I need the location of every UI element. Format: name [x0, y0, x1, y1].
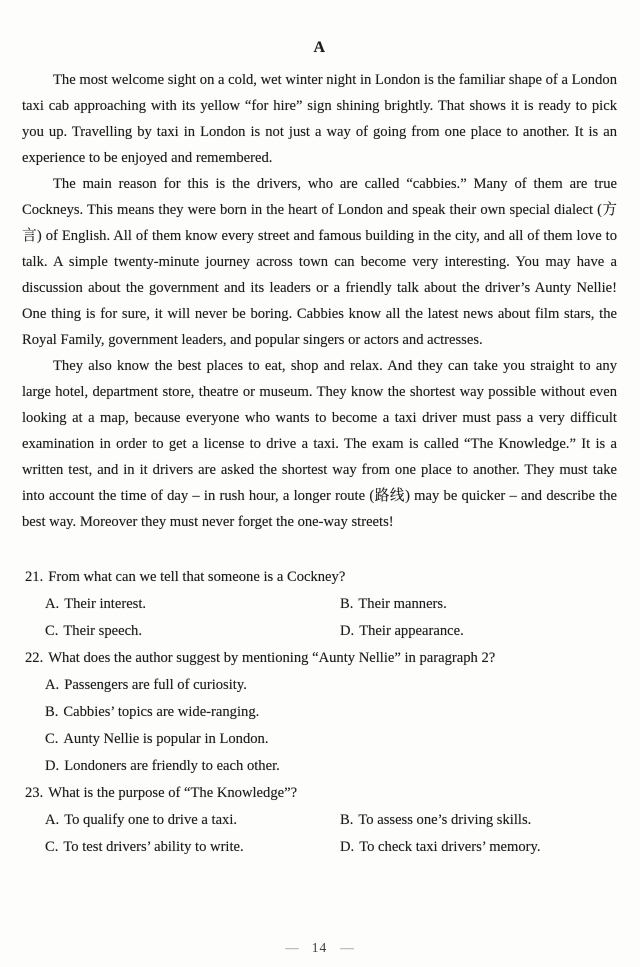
option-text: Aunty Nellie is popular in London. [63, 731, 269, 747]
question-text: From what can we tell that someone is a Cockney? [48, 569, 346, 585]
option-text: Their appearance. [359, 623, 464, 639]
question-21 [25, 564, 617, 645]
footer-dash-right: — [340, 940, 354, 955]
question-22 [25, 645, 617, 780]
option-label: A. [45, 812, 60, 828]
option-text: To qualify one to drive a taxi. [64, 812, 238, 828]
question-22-options [25, 672, 617, 780]
questions-section [22, 564, 617, 861]
option-label: B. [340, 596, 354, 612]
option-22-b [45, 699, 617, 726]
question-number: 23. [25, 785, 44, 801]
option-label: B. [45, 704, 59, 720]
question-23 [25, 780, 617, 861]
option-label: A. [45, 677, 60, 693]
option-text: To test drivers’ ability to write. [63, 839, 244, 855]
option-22-a [45, 672, 617, 699]
passage-paragraph-3: They also know the best places to eat, shop and relax. And they can take you straight to any large hotel, department store, theatre or museum. They know the shortest way possible without even looking at a map, because everyone who wants to become a taxi driver must pass a very difficult examination in order to get a license to drive a taxi. The exam is called “The Knowledge.” It is a written test, and in it drivers are asked the shortest way from one place to another. They must take into account the time of day – in rush hour, a longer route (路线) may be quicker – and describe the best way. Moreover they must never forget the one-way streets! [22, 358, 617, 530]
option-22-c [45, 726, 617, 753]
option-21-d [340, 618, 617, 645]
page-number: 14 [311, 940, 328, 955]
option-text: Cabbies’ topics are wide-ranging. [63, 704, 260, 720]
option-text: To check taxi drivers’ memory. [359, 839, 541, 855]
option-21-a [45, 591, 340, 618]
option-text: To assess one’s driving skills. [358, 812, 532, 828]
passage-paragraph-1: The most welcome sight on a cold, wet winter night in London is the familiar shape of a London taxi cab approaching with its yellow “for hire” sign shining brightly. That shows it is ready to pick you up. Travelling by taxi in London is not just a way of going from one place to another. It is an experience to be enjoyed and remembered. [22, 72, 617, 166]
option-text: Their manners. [358, 596, 447, 612]
option-21-b [340, 591, 617, 618]
page-footer [22, 939, 617, 967]
option-label: C. [45, 839, 59, 855]
question-23-options [25, 807, 617, 861]
option-label: C. [45, 623, 59, 639]
footer-dash-left: — [285, 940, 299, 955]
option-21-c [45, 618, 340, 645]
question-22-stem [25, 645, 617, 672]
question-text: What does the author suggest by mentioning “Aunty Nellie” in paragraph 2? [48, 650, 496, 666]
option-23-c [45, 834, 340, 861]
passage-paragraph-2: The main reason for this is the drivers, who are called “cabbies.” Many of them are true Cockneys. This means they were born in the heart of London and speak their own special dialect (方言) of English. All of them know every street and famous building in the city, and all of them love to talk. A simple twenty-minute journey across town can become very interesting. You may have a discussion about the government and its leaders or a friendly talk about the driver’s Aunty Nellie! One thing is for sure, it will never be boring. Cabbies know all the latest news about film stars, the Royal Family, government leaders, and popular singers or actors and actresses. [22, 176, 617, 348]
reading-passage [22, 67, 617, 535]
question-number: 21. [25, 569, 44, 585]
question-number: 22. [25, 650, 44, 666]
question-21-stem [25, 564, 617, 591]
question-text: What is the purpose of “The Knowledge”? [48, 785, 298, 801]
option-23-b [340, 807, 617, 834]
option-label: D. [340, 839, 355, 855]
option-23-a [45, 807, 340, 834]
option-text: Their interest. [64, 596, 147, 612]
question-21-options [25, 591, 617, 645]
option-label: B. [340, 812, 354, 828]
option-23-d [340, 834, 617, 861]
option-22-d [45, 753, 617, 780]
question-23-stem [25, 780, 617, 807]
option-text: Londoners are friendly to each other. [64, 758, 280, 774]
option-label: A. [45, 596, 60, 612]
option-text: Their speech. [63, 623, 142, 639]
section-heading: A [313, 39, 326, 56]
option-label: D. [340, 623, 355, 639]
option-label: C. [45, 731, 59, 747]
option-label: D. [45, 758, 60, 774]
option-text: Passengers are full of curiosity. [64, 677, 247, 693]
